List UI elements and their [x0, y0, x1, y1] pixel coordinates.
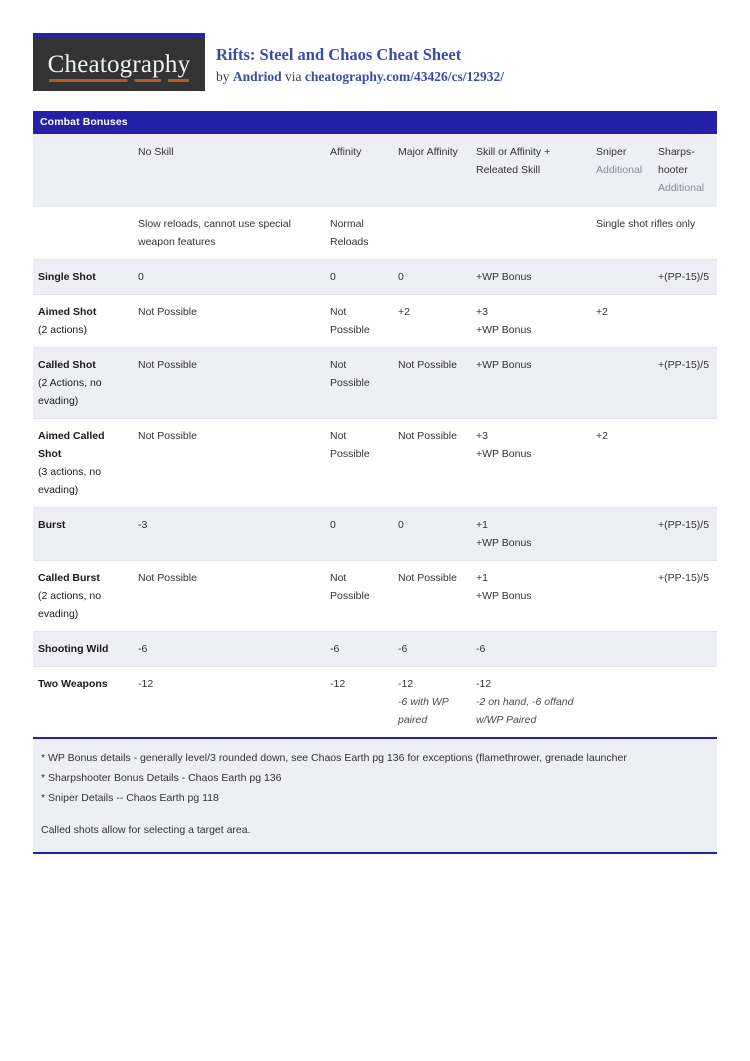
cell-affinity-value: Not Possible [330, 430, 370, 460]
cell-major-affinity [393, 295, 471, 348]
cell-label [33, 207, 133, 260]
column-header-blank [33, 134, 133, 207]
cell-label-value: Burst [38, 519, 66, 531]
cell-label-sub: (2 Actions, no evading) [38, 377, 102, 407]
cell-affinity: Normal Reloads [325, 207, 393, 260]
table-row [33, 561, 717, 632]
cell-sniper [591, 508, 653, 561]
column-header-sniper-sub: Additional [596, 164, 643, 176]
cell-skill-or-affinity-sub: +WP Bonus [476, 537, 532, 549]
cell-affinity [325, 667, 393, 738]
column-header-affinity: Affinity [325, 134, 393, 207]
cell-major-affinity-value: Not Possible [398, 359, 457, 371]
cell-affinity-value: Not Possible [330, 572, 370, 602]
cell-sharpshooter [653, 260, 717, 295]
footnotes [33, 737, 717, 854]
page-title: Rifts: Steel and Chaos Cheat Sheet [216, 45, 462, 64]
cell-no-skill [133, 295, 325, 348]
page-header [33, 33, 717, 95]
cell-skill-or-affinity [471, 508, 591, 561]
cell-major-affinity [393, 667, 471, 738]
cell-no-skill-value: -6 [138, 643, 148, 655]
cell-affinity [325, 260, 393, 295]
table-row [33, 295, 717, 348]
cell-no-skill [133, 419, 325, 508]
cell-skill-or-affinity-sub: +WP Bonus [476, 448, 532, 460]
cell-label-value: Called Shot [38, 359, 96, 371]
cell-label [33, 667, 133, 738]
cell-sharpshooter [653, 295, 717, 348]
cell-label-sub: (2 actions, no evading) [38, 590, 102, 620]
cell-major-affinity-sub: -6 with WP paired [398, 696, 449, 726]
cell-label [33, 348, 133, 419]
cell-affinity [325, 348, 393, 419]
cell-label-value: Aimed Called Shot [38, 430, 105, 460]
cell-affinity [325, 295, 393, 348]
footnote-line: * Sharpshooter Bonus Details - Chaos Earth pg 136 [41, 772, 282, 784]
cell-major-affinity [393, 348, 471, 419]
cell-major-affinity-value: Not Possible [398, 430, 457, 442]
cell-label [33, 508, 133, 561]
header-titles [216, 44, 504, 86]
cell-sniper [591, 561, 653, 632]
footnote-line: * Sniper Details -- Chaos Earth pg 118 [41, 792, 219, 804]
cell-affinity-value: 0 [330, 271, 336, 283]
cell-skill-or-affinity [471, 295, 591, 348]
cell-sniper-value: +2 [596, 306, 608, 318]
cell-no-skill [133, 260, 325, 295]
cell-sniper [591, 667, 653, 738]
cell-affinity [325, 419, 393, 508]
cell-skill-or-affinity-value: +1 [476, 519, 488, 531]
cell-affinity-value: -12 [330, 678, 346, 690]
column-header-skill-or-affinity: Skill or Affinity + Releated Skill [471, 134, 591, 207]
table-row [33, 260, 717, 295]
table-row [33, 667, 717, 738]
cell-label [33, 419, 133, 508]
byline-prefix: by [216, 69, 233, 84]
cell-label-value: Two Weapons [38, 678, 108, 690]
cell-affinity-value: 0 [330, 519, 336, 531]
cell-skill-or-affinity-value: +3 [476, 306, 488, 318]
source-url-link[interactable]: cheatography.com/43426/cs/12932/ [304, 69, 505, 84]
cell-sniper-value: +2 [596, 430, 608, 442]
footnote-line: * WP Bonus details - generally level/3 rounded down, see Chaos Earth pg 136 for exceptions (flamethrower, grenade launcher [41, 752, 627, 764]
cell-no-skill-value: -12 [138, 678, 154, 690]
cell-skill-or-affinity-value: +WP Bonus [476, 271, 532, 283]
cell-label-value: Single Shot [38, 271, 96, 283]
byline-mid: via [281, 69, 305, 84]
column-header-sniper [591, 134, 653, 207]
cell-sharpshooter-value: +(PP-15)/5 [658, 519, 710, 531]
cell-label [33, 561, 133, 632]
logo-underline-accent [49, 79, 190, 82]
column-header-major-affinity: Major Affinity [393, 134, 471, 207]
cell-major-affinity-value: -6 [398, 643, 408, 655]
cell-sharpshooter [653, 508, 717, 561]
column-header-no-skill: No Skill [133, 134, 325, 207]
cell-major-affinity-value: +2 [398, 306, 410, 318]
column-header-sharpshooter-label: Sharps-hooter [658, 146, 695, 176]
cell-sniper [591, 632, 653, 667]
cell-skill-or-affinity-sub: +WP Bonus [476, 590, 532, 602]
cell-no-skill-value: Not Possible [138, 306, 197, 318]
cell-sniper [591, 419, 653, 508]
cell-skill-or-affinity-sub: +WP Bonus [476, 324, 532, 336]
byline [216, 67, 504, 86]
cell-affinity [325, 561, 393, 632]
cell-skill-or-affinity [471, 348, 591, 419]
cell-sniper [591, 348, 653, 419]
cell-no-skill-value: Not Possible [138, 359, 197, 371]
cell-no-skill [133, 508, 325, 561]
cell-label [33, 260, 133, 295]
table-row [33, 207, 717, 260]
cell-no-skill [133, 561, 325, 632]
combat-bonuses-table [33, 134, 717, 737]
cell-label [33, 632, 133, 667]
cell-no-skill [133, 632, 325, 667]
cell-sharpshooter [653, 632, 717, 667]
cell-major-affinity [393, 260, 471, 295]
footnote-spacer [41, 808, 709, 820]
cell-sharpshooter-value: +(PP-15)/5 [658, 271, 710, 283]
cell-skill-or-affinity-sub: -2 on hand, -6 offand w/WP Paired [476, 696, 574, 726]
cell-label-value: Called Burst [38, 572, 100, 584]
table-row [33, 419, 717, 508]
cell-skill-or-affinity [471, 207, 591, 260]
cell-skill-or-affinity-value: +1 [476, 572, 488, 584]
table-row [33, 348, 717, 419]
cell-skill-or-affinity [471, 561, 591, 632]
cell-label-value: Aimed Shot [38, 306, 97, 318]
cell-label-sub: (3 actions, no evading) [38, 466, 102, 496]
cell-sniper [591, 295, 653, 348]
cell-major-affinity [393, 508, 471, 561]
table-header-row [33, 134, 717, 207]
cell-major-affinity-value: -12 [398, 678, 414, 690]
cell-major-affinity-value: Not Possible [398, 572, 457, 584]
cell-skill-or-affinity-value: +WP Bonus [476, 359, 532, 371]
cell-skill-or-affinity-value: -6 [476, 643, 486, 655]
cell-affinity [325, 632, 393, 667]
logo-inner [33, 51, 205, 82]
column-header-sharpshooter [653, 134, 717, 207]
cell-no-skill [133, 667, 325, 738]
cell-no-skill-value: 0 [138, 271, 144, 283]
column-header-sharpshooter-sub: Additional [658, 182, 705, 194]
combat-bonuses-block [33, 111, 717, 854]
author-link[interactable]: Andriod [232, 69, 282, 84]
cell-major-affinity-value: 0 [398, 519, 404, 531]
column-header-sniper-label: Sniper [596, 146, 627, 158]
table-row [33, 632, 717, 667]
block-title: Combat Bonuses [33, 111, 717, 134]
cell-no-skill: Slow reloads, cannot use special weapon features [133, 207, 325, 260]
cell-sharpshooter [653, 348, 717, 419]
cell-sharpshooter [653, 667, 717, 738]
cell-label-value: Shooting Wild [38, 643, 109, 655]
cell-label [33, 295, 133, 348]
cell-sniper-sharpshooter-note: Single shot rifles only [591, 207, 717, 260]
cell-skill-or-affinity [471, 632, 591, 667]
cell-affinity-value: -6 [330, 643, 340, 655]
cell-label-sub: (2 actions) [38, 324, 88, 336]
cell-sharpshooter [653, 419, 717, 508]
cell-affinity-value: Not Possible [330, 306, 370, 336]
cell-no-skill [133, 348, 325, 419]
cell-skill-or-affinity-value: +3 [476, 430, 488, 442]
cell-skill-or-affinity [471, 260, 591, 295]
cell-no-skill-value: Not Possible [138, 572, 197, 584]
cell-sniper [591, 260, 653, 295]
cell-affinity-value: Not Possible [330, 359, 370, 389]
table-row [33, 508, 717, 561]
cell-skill-or-affinity-value: -12 [476, 678, 492, 690]
logo-wordmark-text: Cheatography [47, 51, 191, 78]
logo-wordmark [48, 51, 191, 82]
cell-no-skill-value: -3 [138, 519, 148, 531]
cell-skill-or-affinity [471, 667, 591, 738]
cell-affinity [325, 508, 393, 561]
cell-sharpshooter-value: +(PP-15)/5 [658, 572, 710, 584]
cell-skill-or-affinity [471, 419, 591, 508]
cell-major-affinity-value: 0 [398, 271, 404, 283]
footnote-line: Called shots allow for selecting a target area. [41, 824, 251, 836]
cell-sharpshooter [653, 561, 717, 632]
cell-sharpshooter-value: +(PP-15)/5 [658, 359, 710, 371]
cheatography-logo[interactable] [33, 33, 205, 91]
cell-major-affinity [393, 632, 471, 667]
cell-major-affinity [393, 419, 471, 508]
cell-major-affinity [393, 207, 471, 260]
cell-major-affinity [393, 561, 471, 632]
cell-no-skill-value: Not Possible [138, 430, 197, 442]
